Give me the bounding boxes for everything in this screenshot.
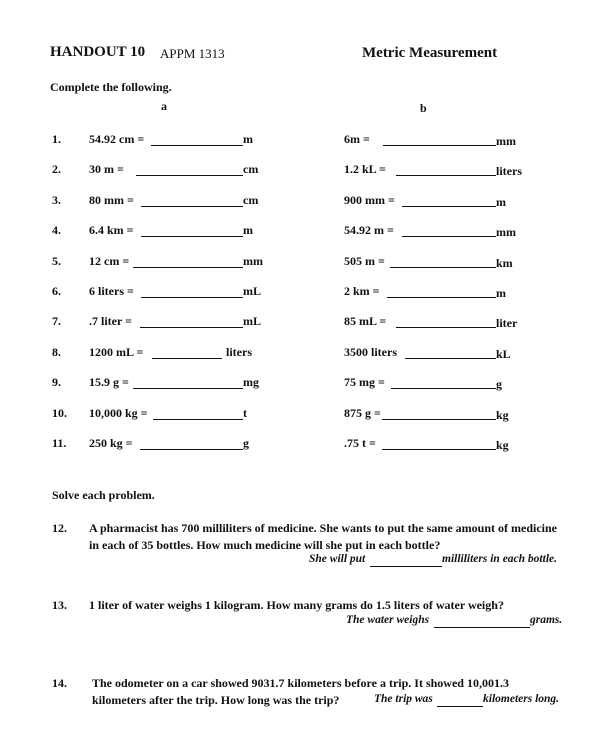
column-b-expression: .75 t =: [344, 436, 376, 450]
problem-text-line2: kilometers after the trip. How long was the trip?: [92, 693, 340, 707]
column-b-unit: kL: [496, 347, 511, 361]
column-a-unit: g: [243, 436, 249, 450]
column-b-expression: 900 mm =: [344, 193, 395, 207]
column-a-unit: m: [243, 223, 253, 237]
exercise-number: 2.: [52, 162, 61, 176]
column-b-expression: 875 g =: [344, 406, 381, 420]
answer-prefix: She will put: [309, 553, 366, 565]
answer-suffix: grams.: [530, 614, 563, 626]
column-b-expression: 1.2 kL =: [344, 162, 386, 176]
column-b-unit: liters: [496, 164, 522, 178]
column-a-unit: liters: [226, 345, 252, 359]
column-a-answer-blank[interactable]: [141, 236, 243, 237]
column-b-unit: mm: [496, 225, 516, 239]
problem-text-line1: The odometer on a car showed 9031.7 kilometers before a trip. It showed 10,001.3: [92, 676, 509, 690]
column-a-answer-blank[interactable]: [136, 175, 243, 176]
problem-text-line1: A pharmacist has 700 milliliters of medicine. She wants to put the same amount of medicine: [89, 521, 557, 535]
column-b-answer-blank[interactable]: [402, 236, 496, 237]
column-a-unit: t: [243, 406, 247, 420]
column-a-answer-blank[interactable]: [153, 419, 243, 420]
column-b-answer-blank[interactable]: [396, 327, 496, 328]
column-a-unit: cm: [243, 193, 259, 207]
column-b-expression: 54.92 m =: [344, 223, 394, 237]
column-b-expression: 6m =: [344, 132, 370, 146]
column-b-unit: g: [496, 377, 502, 391]
course-code: APPM 1313: [160, 46, 225, 61]
answer-blank[interactable]: [434, 627, 530, 628]
handout-label: HANDOUT 10: [50, 44, 146, 60]
exercise-number: 7.: [52, 314, 61, 328]
answer-blank[interactable]: [437, 706, 483, 707]
column-b-answer-blank[interactable]: [396, 175, 496, 176]
column-a-answer-blank[interactable]: [140, 327, 243, 328]
exercise-number: 1.: [52, 132, 61, 146]
column-a-answer-blank[interactable]: [141, 206, 243, 207]
column-a-answer-blank[interactable]: [151, 145, 243, 146]
column-a-unit: mg: [243, 375, 259, 389]
column-a-unit: cm: [243, 162, 259, 176]
column-a-answer-blank[interactable]: [140, 449, 243, 450]
column-b-unit: m: [496, 286, 506, 300]
column-a-expression: .7 liter =: [89, 314, 132, 328]
answer-prefix: The trip was: [374, 693, 433, 705]
exercise-number: 11.: [52, 436, 67, 450]
column-b-answer-blank[interactable]: [382, 449, 496, 450]
column-b-answer-blank[interactable]: [387, 297, 496, 298]
exercise-number: 8.: [52, 345, 61, 359]
solve-heading: Solve each problem.: [52, 488, 155, 502]
problem-number: 12.: [52, 521, 67, 535]
exercise-number: 9.: [52, 375, 61, 389]
column-b-expression: 85 mL =: [344, 314, 387, 328]
column-a-unit: m: [243, 132, 253, 146]
instructions: Complete the following.: [50, 80, 172, 94]
column-a-unit: mL: [243, 314, 261, 328]
problem-number: 13.: [52, 598, 67, 612]
answer-prefix: The water weighs: [346, 614, 430, 626]
answer-blank[interactable]: [370, 566, 442, 567]
column-b-expression: 3500 liters: [344, 345, 397, 359]
column-b-expression: 505 m =: [344, 254, 385, 268]
exercise-number: 4.: [52, 223, 61, 237]
column-a-expression: 6.4 km =: [89, 223, 134, 237]
problem-text-line1: 1 liter of water weighs 1 kilogram. How many grams do 1.5 liters of water weigh?: [89, 598, 504, 612]
column-a-answer-blank[interactable]: [152, 358, 222, 359]
column-a-answer-blank[interactable]: [141, 297, 243, 298]
exercise-number: 10.: [52, 406, 67, 420]
exercise-number: 6.: [52, 284, 61, 298]
column-a-expression: 250 kg =: [89, 436, 133, 450]
column-a-answer-blank[interactable]: [133, 267, 243, 268]
column-a-unit: mm: [243, 254, 263, 268]
problem-number: 14.: [52, 676, 67, 690]
column-a-expression: 15.9 g =: [89, 375, 129, 389]
column-b-unit: km: [496, 256, 513, 270]
column-a-expression: 54.92 cm =: [89, 132, 145, 146]
exercise-number: 5.: [52, 254, 61, 268]
column-b-unit: kg: [496, 408, 509, 422]
column-b-unit: kg: [496, 438, 509, 452]
column-a-expression: 1200 mL =: [89, 345, 144, 359]
column-a-expression: 30 m =: [89, 162, 124, 176]
exercise-number: 3.: [52, 193, 61, 207]
column-b-unit: liter: [496, 316, 518, 330]
page-title: Metric Measurement: [362, 45, 498, 61]
column-a-expression: 10,000 kg =: [89, 406, 148, 420]
column-b-unit: mm: [496, 134, 516, 148]
column-a-answer-blank[interactable]: [133, 388, 243, 389]
column-b-expression: 75 mg =: [344, 375, 385, 389]
column-b-answer-blank[interactable]: [402, 206, 496, 207]
column-b-expression: 2 km =: [344, 284, 380, 298]
column-b-label: b: [420, 101, 427, 115]
column-a-expression: 6 liters =: [89, 284, 134, 298]
column-b-answer-blank[interactable]: [405, 358, 496, 359]
column-a-expression: 12 cm =: [89, 254, 130, 268]
answer-suffix: kilometers long.: [483, 693, 560, 705]
answer-suffix: milliliters in each bottle.: [442, 553, 557, 565]
column-b-unit: m: [496, 195, 506, 209]
column-b-answer-blank[interactable]: [382, 419, 496, 420]
column-a-label: a: [161, 99, 167, 113]
column-a-expression: 80 mm =: [89, 193, 134, 207]
problem-text-line2: in each of 35 bottles. How much medicine will she put in each bottle?: [89, 538, 441, 552]
column-a-unit: mL: [243, 284, 261, 298]
column-b-answer-blank[interactable]: [390, 267, 496, 268]
column-b-answer-blank[interactable]: [383, 145, 496, 146]
column-b-answer-blank[interactable]: [391, 388, 496, 389]
